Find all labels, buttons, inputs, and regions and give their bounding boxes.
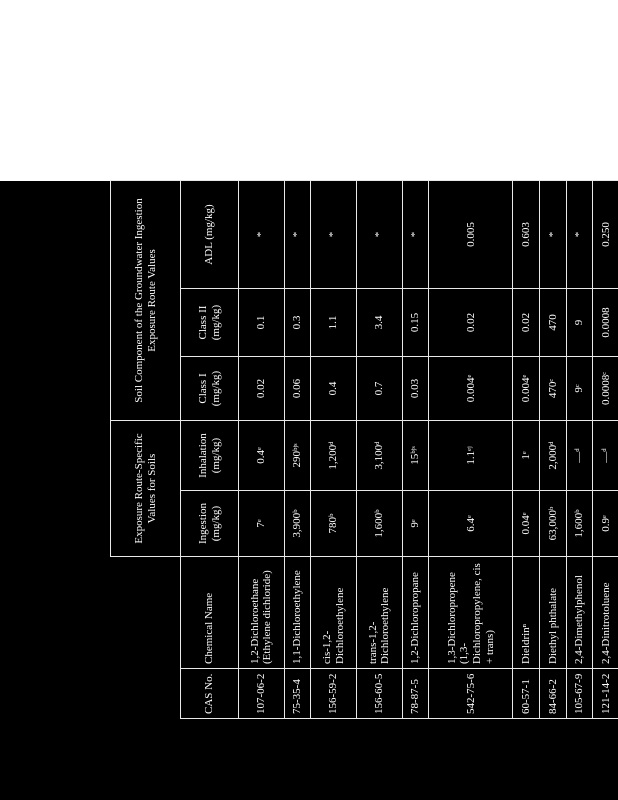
cell-inhalation: 1,200ᵈ — [311, 421, 357, 491]
cell-adl: * — [284, 180, 311, 288]
cell-class2: 470 — [540, 289, 567, 357]
cell-chemical: 1,3-Dichloropropene (1,3-Dichloropropylene, cis + trans) — [429, 557, 513, 669]
cell-ingestion: 780ᵇ — [311, 491, 357, 557]
cell-ingestion: 3,900ᵇ — [284, 491, 311, 557]
cell-chemical: 1,2-Dichloropropane — [402, 557, 429, 669]
cell-adl: 0.250 — [593, 180, 618, 288]
cell-adl: * — [357, 180, 403, 288]
cell-cas: 60-57-1 — [513, 669, 540, 719]
table-row — [593, 180, 618, 718]
cell-ingestion: 7ᵉ — [239, 491, 285, 557]
cell-adl: * — [239, 180, 285, 288]
cell-class2: 0.0008 — [593, 289, 618, 357]
cell-class2: 9 — [566, 289, 593, 357]
cell-class1: 0.0008ᶜ — [593, 357, 618, 421]
cell-inhalation: —ᵈ — [593, 421, 618, 491]
cell-inhalation: 1ᵉ — [513, 421, 540, 491]
col-header-cas: CAS No. — [181, 669, 239, 719]
cell-class1: 0.004ᵉ — [429, 357, 513, 421]
table-row — [311, 180, 357, 718]
cell-chemical: Dieldrinⁿ — [513, 557, 540, 669]
cell-inhalation: 1.1ᵉʲ — [429, 421, 513, 491]
cell-class1: 0.7 — [357, 357, 403, 421]
table-row — [239, 180, 285, 718]
cell-inhalation: 15ᵇʲˢ — [402, 421, 429, 491]
col-header-chemical: Chemical Name — [181, 557, 239, 669]
table-row — [284, 180, 311, 718]
col-header-adl: ADL (mg/kg) — [181, 180, 239, 288]
group-header-exposure-route: Exposure Route-Specific Values for Soils — [111, 421, 181, 557]
cell-chemical: trans-1,2-Dichloroethylene — [357, 557, 403, 669]
cell-chemical: 2,4-Dinitrotoluene — [593, 557, 618, 669]
cell-ingestion: 6.4ᵉ — [429, 491, 513, 557]
cell-class2: 0.15 — [402, 289, 429, 357]
cell-class1: 0.4 — [311, 357, 357, 421]
cell-chemical: cis-1,2-Dichloroethylene — [311, 557, 357, 669]
col-header-ingestion: Ingestion (mg/kg) — [181, 491, 239, 557]
cell-class1: 0.02 — [239, 357, 285, 421]
cell-cas: 156-60-5 — [357, 669, 403, 719]
cell-inhalation: —ᵈ — [566, 421, 593, 491]
cell-chemical: Diethyl phthalate — [540, 557, 567, 669]
table-row — [357, 180, 403, 718]
col-header-inhalation: Inhalation (mg/kg) — [181, 421, 239, 491]
table-row — [513, 180, 540, 718]
cell-chemical: 1,1-Dichloroethylene — [284, 557, 311, 669]
scanned-page — [0, 181, 618, 800]
cell-adl: 0.005 — [429, 180, 513, 288]
col-header-class1: Class I (mg/kg) — [181, 357, 239, 421]
cell-class2: 0.02 — [429, 289, 513, 357]
cell-cas: 78-87-5 — [402, 669, 429, 719]
cell-adl: * — [540, 180, 567, 288]
cell-ingestion: 1,600ᵇ — [357, 491, 403, 557]
rotated-table-sheet — [110, 181, 618, 719]
soil-values-table — [110, 180, 618, 719]
cell-inhalation: 290ᵇʲˢ — [284, 421, 311, 491]
table-row — [429, 180, 513, 718]
cell-class2: 0.3 — [284, 289, 311, 357]
cell-class2: 0.02 — [513, 289, 540, 357]
cell-ingestion: 0.9ᵉ — [593, 491, 618, 557]
table-row — [540, 180, 567, 718]
cell-cas: 84-66-2 — [540, 669, 567, 719]
cell-chemical: 1,2-Dichloroethane (Ethylene dichloride) — [239, 557, 285, 669]
cell-class1: 0.03 — [402, 357, 429, 421]
col-header-class2: Class II (mg/kg) — [181, 289, 239, 357]
table-row — [566, 180, 593, 718]
cell-ingestion: 63,000ᵇ — [540, 491, 567, 557]
cell-cas: 105-67-9 — [566, 669, 593, 719]
cell-class2: 3.4 — [357, 289, 403, 357]
cell-cas: 107-06-2 — [239, 669, 285, 719]
group-header-groundwater: Soil Component of the Groundwater Ingestion Exposure Route Values — [111, 180, 181, 420]
cell-adl: 0.603 — [513, 180, 540, 288]
cell-cas: 121-14-2 — [593, 669, 618, 719]
cell-class2: 1.1 — [311, 289, 357, 357]
cell-cas: 542-75-6 — [429, 669, 513, 719]
cell-cas: 156-59-2 — [311, 669, 357, 719]
cell-adl: * — [402, 180, 429, 288]
cell-class1: 470ᶜ — [540, 357, 567, 421]
cell-adl: * — [311, 180, 357, 288]
cell-cas: 75-35-4 — [284, 669, 311, 719]
cell-adl: * — [566, 180, 593, 288]
cell-inhalation: 2,000ᵈ — [540, 421, 567, 491]
cell-chemical: 2,4-Dimethylphenol — [566, 557, 593, 669]
cell-class1: 9ᶜ — [566, 357, 593, 421]
cell-class2: 0.1 — [239, 289, 285, 357]
cell-ingestion: 1,600ᵇ — [566, 491, 593, 557]
cell-ingestion: 0.04ᵉ — [513, 491, 540, 557]
cell-inhalation: 3,100ᵈ — [357, 421, 403, 491]
cell-inhalation: 0.4ᵉ — [239, 421, 285, 491]
cell-ingestion: 9ᵉ — [402, 491, 429, 557]
table-row — [402, 180, 429, 718]
cell-class1: 0.06 — [284, 357, 311, 421]
cell-class1: 0.004ᵉ — [513, 357, 540, 421]
